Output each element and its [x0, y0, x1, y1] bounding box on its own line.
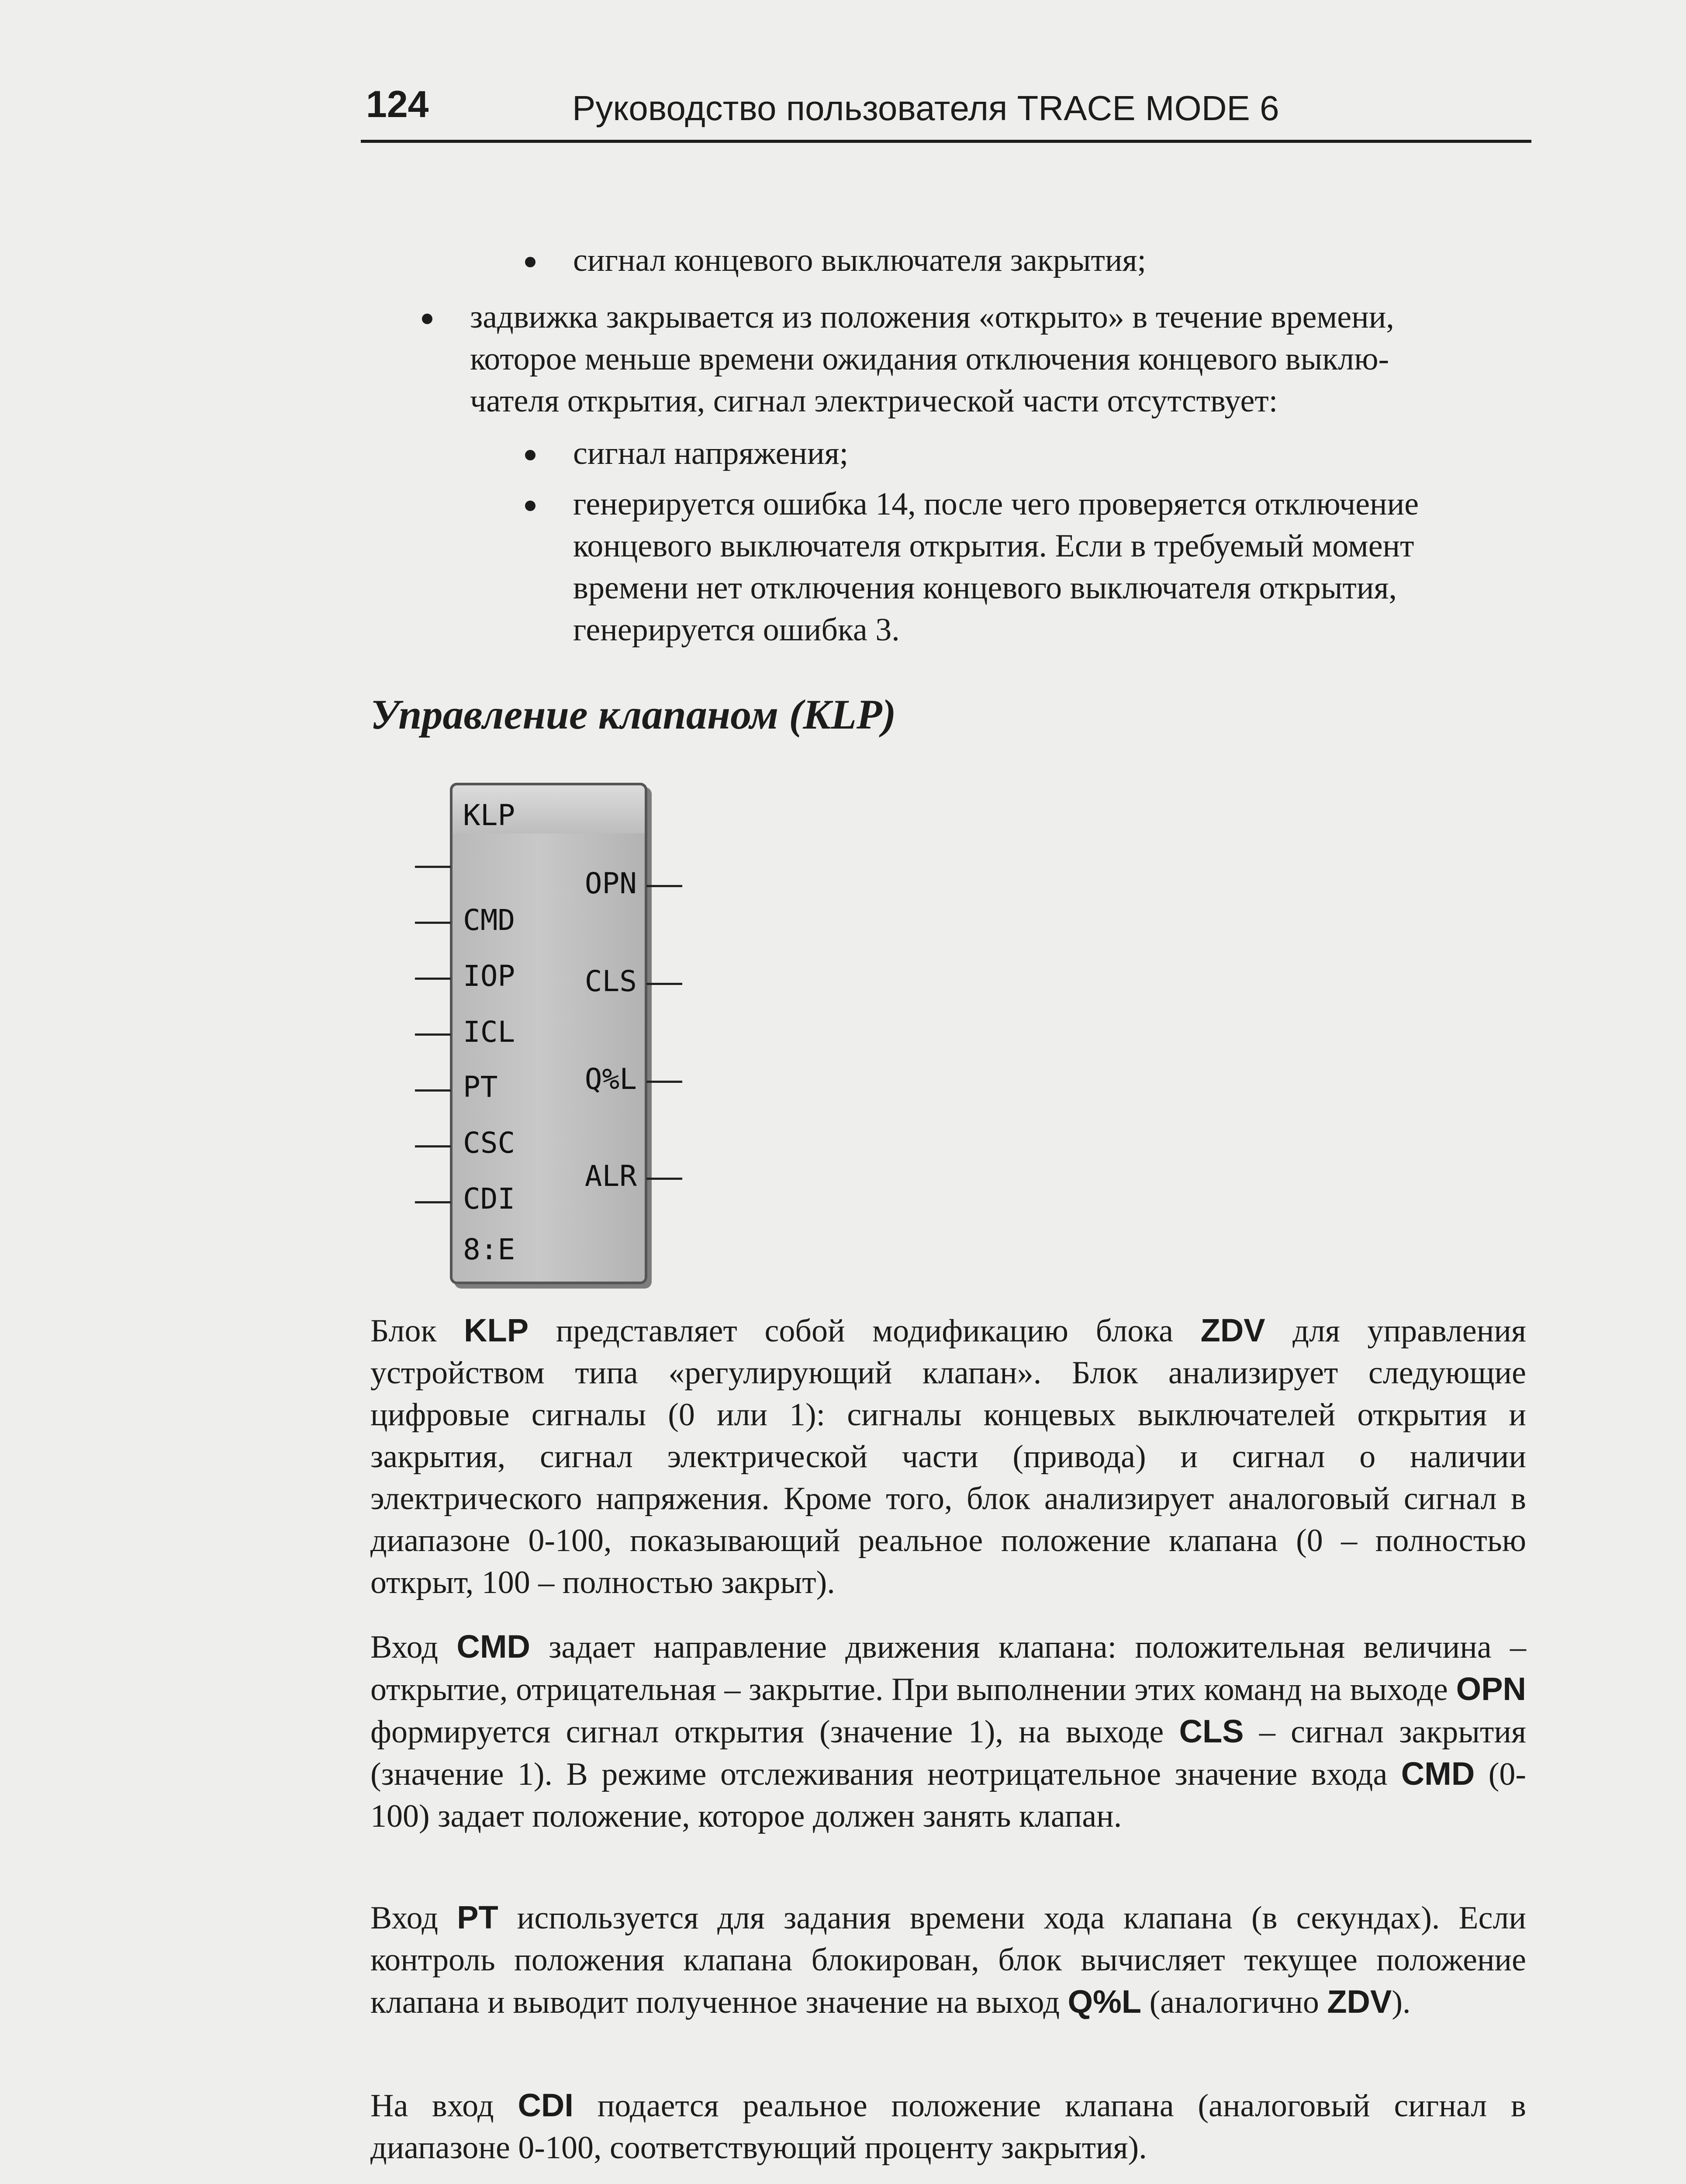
- inline-code-term: PT: [457, 1899, 498, 1935]
- inline-code-term: CMD: [1401, 1755, 1475, 1792]
- bullet-icon: [525, 450, 536, 460]
- bullet-icon: [525, 501, 536, 511]
- bullet-line: времени нет отключения концевого выключателя открытия,: [573, 570, 1397, 606]
- page-number: 124: [366, 83, 429, 125]
- paragraph-text-run: формируется сигнал открытия (значение 1), на выходе: [370, 1714, 1179, 1750]
- input-wire: [415, 1089, 451, 1092]
- output-pin-label: ALR: [584, 1159, 637, 1193]
- section-heading: Управление клапаном (KLP): [370, 691, 896, 738]
- input-wire: [415, 1201, 451, 1203]
- bullet-line: генерируется ошибка 3.: [573, 612, 900, 648]
- block-name-label: KLP: [463, 798, 515, 832]
- bullet-icon: [422, 314, 432, 324]
- inline-code-term: ZDV: [1200, 1312, 1265, 1348]
- paragraph-text-run: подается реальное положение клапана (аналоговый сигнал в диапазоне 0-100, соответствующий проценту закрытия).: [370, 2088, 1526, 2166]
- bullet-text: сигнал концевого выключателя закрытия;: [573, 242, 1147, 278]
- input-pin-label: PT: [463, 1070, 498, 1104]
- output-pin-label: OPN: [584, 867, 637, 900]
- paragraph-block-description: [370, 1310, 1526, 1603]
- paragraph-input-cmd: [370, 1626, 1526, 1837]
- sub-bullet-item: [573, 432, 1534, 474]
- inline-code-term: KLP: [464, 1312, 529, 1348]
- input-pin-label: CSC: [463, 1126, 515, 1160]
- input-pin-label: CDI: [463, 1182, 515, 1216]
- main-bullet-item: [470, 296, 1527, 422]
- input-wire: [415, 978, 451, 980]
- bullet-line: генерируется ошибка 14, после чего проверяется отключение: [573, 486, 1419, 522]
- paragraph-text-run: ).: [1392, 1984, 1411, 2020]
- sub-bullet-item: [573, 239, 1534, 281]
- inline-code-term: CMD: [456, 1628, 530, 1665]
- input-wire: [415, 1145, 451, 1147]
- inline-code-term: OPN: [1456, 1671, 1526, 1707]
- inline-code-term: Q%L: [1068, 1984, 1142, 2020]
- bullet-line: задвижка закрывается из положения «открыто» в течение времени,: [470, 299, 1394, 335]
- input-pin-label: ICL: [463, 1015, 515, 1049]
- bullet-line: чателя открытия, сигнал электрической части отсутствует:: [470, 383, 1278, 419]
- output-pin-label: Q%L: [584, 1062, 637, 1096]
- paragraph-text-run: Вход: [370, 1629, 457, 1665]
- inline-code-term: CDI: [518, 2087, 574, 2123]
- output-wire: [646, 983, 682, 985]
- paragraph-text-run: используется для задания времени хода клапана (в секундах). Если контроль положения клапана блокирован, блок вычисляет текущее положение клапана и выводит полученное значение на выход: [370, 1900, 1526, 2020]
- paragraph-text-run: (0-100) задает положение, которое должен занять клапан.: [370, 1756, 1526, 1834]
- output-wire: [646, 1081, 682, 1083]
- input-pin-label: IOP: [463, 959, 515, 993]
- sub-bullet-item: [573, 483, 1534, 651]
- output-wire: [646, 885, 682, 887]
- bullet-line: концевого выключателя открытия. Если в требуемый момент: [573, 528, 1414, 564]
- input-wire: [415, 922, 451, 924]
- running-header-title: Руководство пользователя TRACE MODE 6: [572, 89, 1279, 128]
- header-rule: [361, 140, 1531, 143]
- bullet-text: сигнал напряжения;: [573, 435, 849, 471]
- paragraph-text-run: задает направление движения клапана: положительная величина – открытие, отрицательная – закрытие. При выполнении этих команд на выходе: [370, 1629, 1526, 1707]
- paragraph-text-run: На вход: [370, 2088, 518, 2124]
- block-footer-label: 8:E: [463, 1233, 515, 1266]
- paragraph-text-run: Блок: [370, 1313, 464, 1349]
- input-wire: [415, 1033, 451, 1036]
- bullet-line: которое меньше времени ожидания отключения концевого выклю-: [470, 341, 1389, 377]
- output-wire: [646, 1178, 682, 1180]
- klp-function-block: [450, 783, 647, 1284]
- paragraph-input-pt: [370, 1897, 1526, 2023]
- output-pin-label: CLS: [584, 964, 637, 998]
- paragraph-input-cdi: [370, 2084, 1526, 2169]
- paragraph-text-run: для управления устройством типа «регулирующий клапан». Блок анализирует следующие цифровые сигналы (0 или 1): сигналы концевых выключателей открытия и закрытия, сигнал электрической части (привода) и сигнал о наличии электрического напряжения. Кроме того, блок анализирует аналоговый сигнал в диапазоне 0-100, показывающий реальное положение клапана (0 – полностью открыт, 100 – полностью закрыт).: [370, 1313, 1526, 1600]
- inline-code-term: CLS: [1179, 1713, 1244, 1749]
- input-wire: [415, 866, 451, 868]
- paragraph-text-run: представляет собой модификацию блока: [529, 1313, 1201, 1349]
- input-pin-label: CMD: [463, 903, 515, 937]
- bullet-icon: [525, 257, 536, 267]
- paragraph-text-run: – сигнал закрытия (значение 1). В режиме отслеживания неотрицательное значение входа: [370, 1714, 1527, 1792]
- paragraph-text-run: Вход: [370, 1900, 457, 1936]
- paragraph-text-run: (аналогично: [1141, 1984, 1327, 2020]
- inline-code-term: ZDV: [1327, 1984, 1392, 2020]
